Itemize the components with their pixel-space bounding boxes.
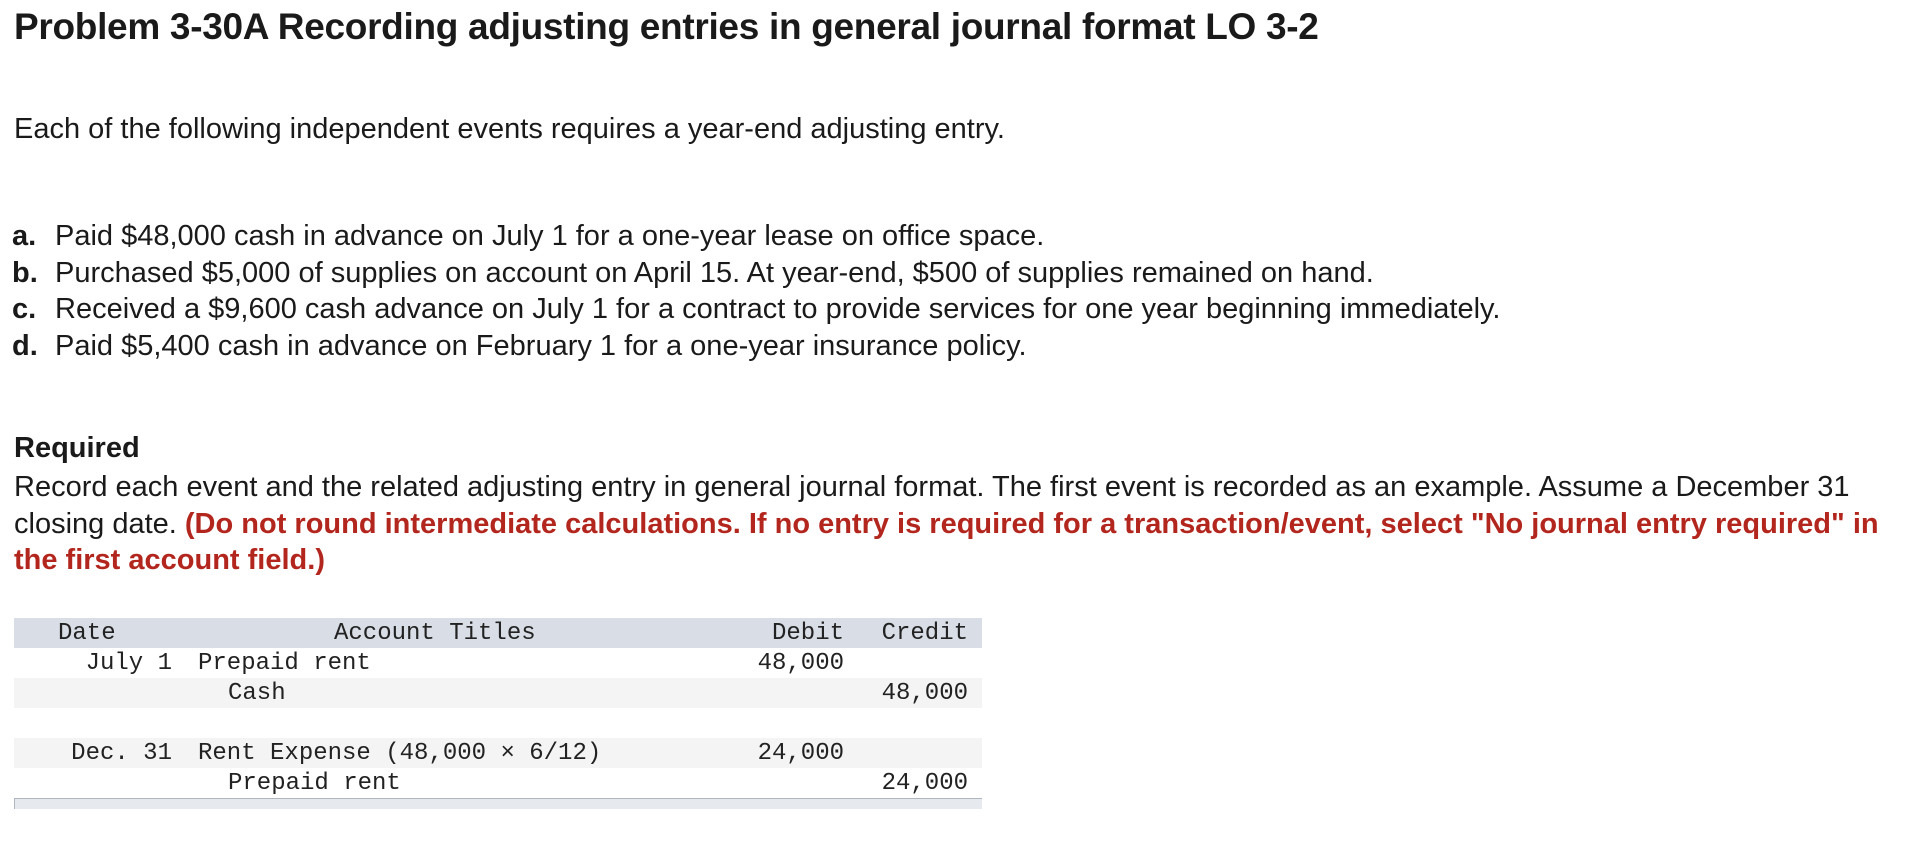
event-letter: a. (12, 220, 37, 252)
header-debit: Debit (771, 620, 844, 647)
row-credit: 48,000 (881, 680, 968, 707)
row-account: Cash (228, 680, 286, 707)
row-account: Prepaid rent (228, 770, 401, 797)
row-debit: 24,000 (757, 740, 844, 767)
row-date: Dec. 31 (71, 740, 172, 767)
required-description: Record each event and the related adjusting entry in general journal format. The first event is recorded as an example. Assume a December 31 closing date. (14, 471, 1850, 540)
row-debit: 48,000 (757, 650, 844, 677)
journal-row (14, 738, 982, 768)
row-credit: 24,000 (881, 770, 968, 797)
row-date: July 1 (85, 650, 172, 677)
event-letter: d. (12, 329, 38, 362)
event-letter: b. (12, 256, 38, 289)
intro-text: Each of the following independent events requires a year-end adjusting entry. (14, 113, 1005, 145)
event-item-b (12, 255, 1500, 292)
row-account: Rent Expense (48,000 × 6/12) (198, 740, 602, 767)
event-text: Paid $5,400 cash in advance on February 1 for a one-year insurance policy. (55, 329, 1027, 362)
header-account-titles: Account Titles (334, 620, 536, 647)
journal-table (14, 618, 982, 809)
journal-header-row (14, 618, 982, 648)
required-instruction: (Do not round intermediate calculations. If no entry is required for a transaction/event, select "No journal entry required" in the first account field.) (14, 507, 1879, 576)
journal-row (14, 648, 982, 678)
event-text: Received a $9,600 cash advance on July 1 for a contract to provide services for one year beginning immediately. (55, 293, 1501, 325)
journal-row (14, 768, 982, 798)
event-letter: c. (12, 293, 37, 325)
row-account: Prepaid rent (198, 650, 371, 677)
problem-title: Problem 3-30A Recording adjusting entries in general journal format LO 3-2 (14, 6, 1319, 47)
event-text: Paid $48,000 cash in advance on July 1 for a one-year lease on office space. (55, 220, 1045, 252)
required-text (14, 469, 1894, 579)
event-item-d (12, 328, 1500, 365)
journal-row (14, 708, 982, 738)
event-item-c (12, 291, 1500, 328)
event-text: Purchased $5,000 of supplies on account on April 15. At year-end, $500 of supplies remained on hand. (55, 256, 1374, 289)
event-item-a (12, 218, 1500, 255)
header-date: Date (58, 620, 116, 647)
required-heading: Required (14, 432, 140, 464)
journal-footer-bar (14, 798, 982, 809)
journal-row (14, 678, 982, 708)
events-list (12, 218, 1500, 364)
header-credit: Credit (881, 620, 968, 647)
